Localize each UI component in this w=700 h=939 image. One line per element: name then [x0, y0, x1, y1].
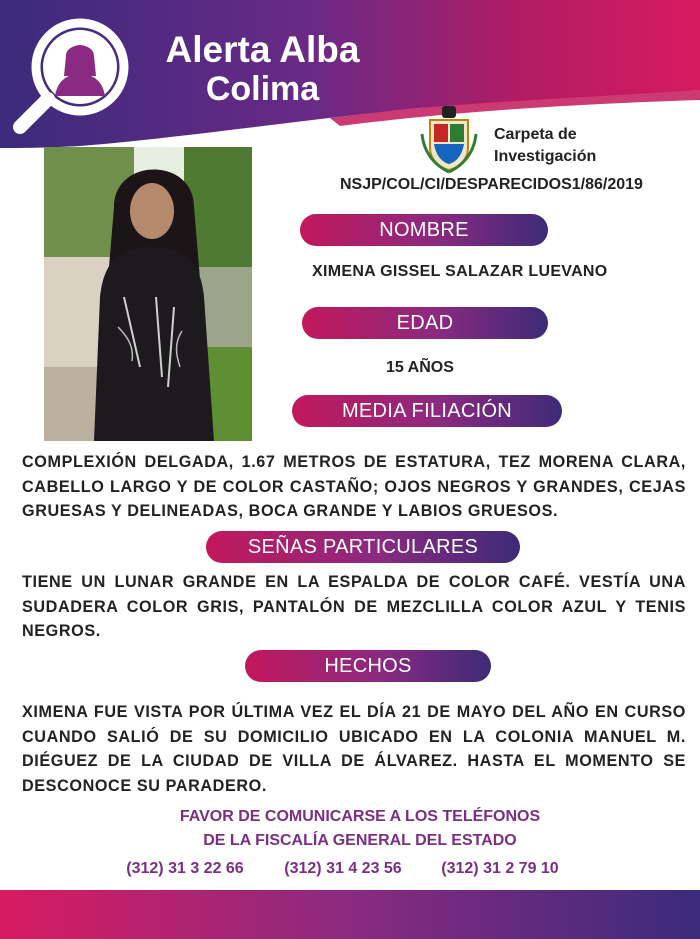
missing-person-photo — [44, 147, 252, 441]
marks-section-header: SEÑAS PARTICULARES — [206, 531, 520, 563]
description-text: COMPLEXIÓN DELGADA, 1.67 METROS DE ESTATURA, TEZ MORENA CLARA, CABELLO LARGO Y DE COLOR CASTAÑO; OJOS NEGROS Y GRANDES, CEJAS GRUESAS Y DELINEADAS, BOCA GRANDE Y LABIOS GRUESOS. — [22, 453, 686, 520]
title-line-2: Colima — [205, 70, 320, 108]
phone-number-3: (312) 31 2 79 10 — [441, 860, 559, 877]
header-title — [140, 30, 385, 108]
case-number: NSJP/COL/CI/DESPARECIDOS1/86/2019 — [340, 176, 643, 193]
marks-text: TIENE UN LUNAR GRANDE EN LA ESPALDA DE COLOR CAFÉ. VESTÍA UNA SUDADERA COLOR GRIS, PANTALÓN DE MEZCLILLA COLOR AZUL Y TENIS NEGROS. — [22, 573, 686, 640]
name-section-header: NOMBRE — [300, 214, 548, 246]
facts-text: XIMENA FUE VISTA POR ÚLTIMA VEZ EL DÍA 21 DE MAYO DEL AÑO EN CURSO CUANDO SALIÓ DE SU DOMICILIO UBICADO EN LA COLONIA MANUEL M. DIÉGUEZ DE LA CIUDAD DE VILLA DE ÁLVAREZ. HASTA EL MOMENTO SE DESCONOCE SU PARADERO. — [22, 703, 686, 795]
description-section-header: MEDIA FILIACIÓN — [292, 395, 562, 427]
title-line-1: Alerta Alba — [165, 29, 360, 70]
phone-number-1: (312) 31 3 22 66 — [126, 860, 244, 877]
facts-section-header: HECHOS — [245, 650, 491, 682]
search-person-icon — [8, 12, 133, 137]
age-value: 15 AÑOS — [386, 359, 454, 376]
case-label — [494, 124, 596, 168]
contact-line-2: DE LA FISCALÍA GENERAL DEL ESTADO — [203, 832, 517, 849]
name-value: XIMENA GISSEL SALAZAR LUEVANO — [312, 263, 608, 280]
coat-of-arms-icon — [420, 104, 478, 174]
age-section-header: EDAD — [302, 307, 548, 339]
footer-band — [0, 890, 700, 939]
case-label-line-1: Carpeta de — [494, 126, 577, 143]
case-label-line-2: Investigación — [494, 148, 597, 165]
phone-number-2: (312) 31 4 23 56 — [284, 860, 402, 877]
contact-line-1: FAVOR DE COMUNICARSE A LOS TELÉFONOS — [179, 808, 541, 825]
